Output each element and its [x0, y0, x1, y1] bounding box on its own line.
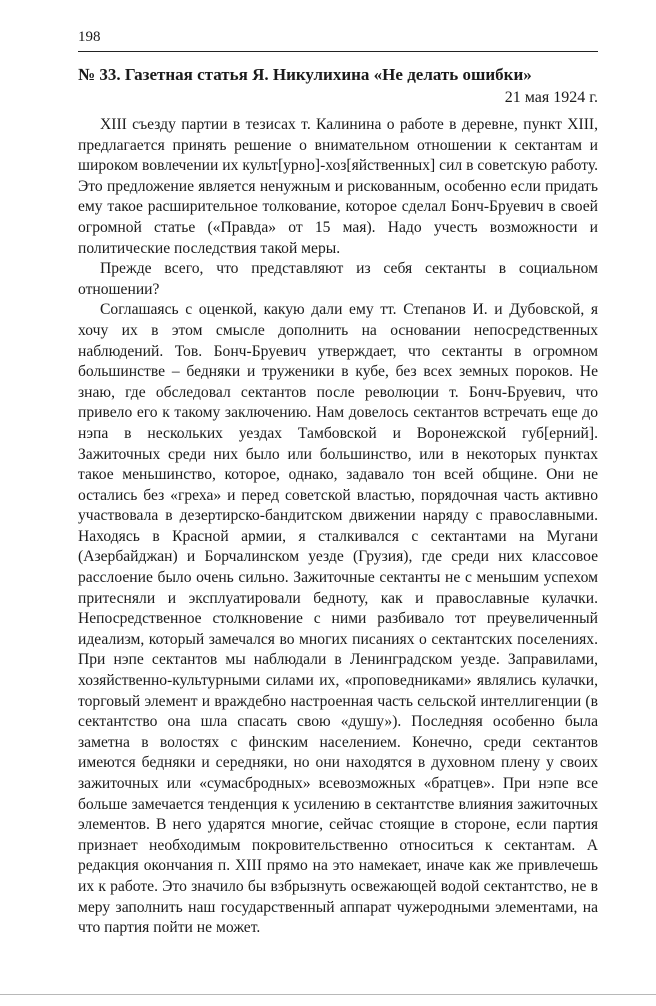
page-bottom-edge [0, 994, 656, 995]
document-date: 21 мая 1924 г. [504, 89, 598, 106]
paragraph: Соглашаясь с оценкой, какую дали ему тт. Степанов И. и Дубовской, я хочу их в этом смысле дополнить на основании непосредственных наблюдений. Тов. Бонч-Бруевич утверждает, что сектанты в огромном большинстве – бедняки и труженики в кубе, без всех земных пороков. Не знаю, где обследовал сектантов после революции т. Бонч-Бруевич, что привело его к такому заключению. Нам довелось сектантов встречать еще до нэпа в нескольких уездах Тамбовской и Воронежской губ[ерний]. Зажиточных среди них было или большинство, или в некоторых пунктах такое меньшинство, которое, однако, задавало тон всей общине. Они не остались без «греха» и перед советской властью, порядочная часть активно участвовала в дезертирско-бандитском движении наряду с православными. Находясь в Красной армии, я сталкивался с сектантами на Мугани (Азербайджан) и Борчалинском уезде (Грузия), где среди них классовое расслоение было очень сильно. Зажиточные сектанты не с меньшим успехом притесняли и эксплуатировали бедноту, как и православные кулачки. Непосредственное столкновение с ними разбивало тот преувеличенный идеализм, который замечался во многих писаниях о сектантских поселениях. При нэпе сектантов мы наблюдали в Ленинградском уезде. Заправилами, хозяйственно-культурными силами их, «проповедниками» являлись кулачки, торговый элемент и враждебно настроенная часть сельской интеллигенции (в сектантство она шла спасать свою «душу»). Последняя особенно была заметна в волостях с финским населением. Конечно, среди сектантов имеются бедняки и середняки, но они находятся в духовном плену у своих зажиточных или «сумасбродных» всевозможных «братцев». При нэпе все больше замечается тенденция к усилению в сектантстве влияния зажиточных элементов. В него ударятся многие, сейчас стоящие в стороне, если партия признает необходимым покровительственно относиться к сектантам. А редакция окончания п. XIII прямо на это намекает, иначе как же привлечешь их к работе. Это значило бы взбрызнуть освежающей водой сектантство, не в меру заполнить наш государственный аппарат чужеродными элементами, на что партия пойти не может. [78, 301, 598, 937]
paragraph: XIII съезду партии в тезисах т. Калинина о работе в деревне, пункт XIII, предлагается принять решение о внимательном отношении к сектантам и широком вовлечении их культ[урно]-хоз[яйственных] сил в советскую работу. Это предложение является ненужным и рискованным, особенно если придать ему такое расширительное толкование, которое сделал Бонч-Бруевич в своей огромной статье («Правда» от 15 мая). Надо учесть возможности и политические последствия такой меры. [78, 116, 598, 257]
document-title: № 33. Газетная статья Я. Никулихина «Не делать ошибки» [78, 65, 532, 84]
page-number: 198 [78, 29, 101, 45]
paragraph: Прежде всего, что представляют из себя сектанты в социальном отношении? [78, 260, 598, 298]
document-body [78, 115, 598, 939]
header-divider [78, 51, 598, 52]
